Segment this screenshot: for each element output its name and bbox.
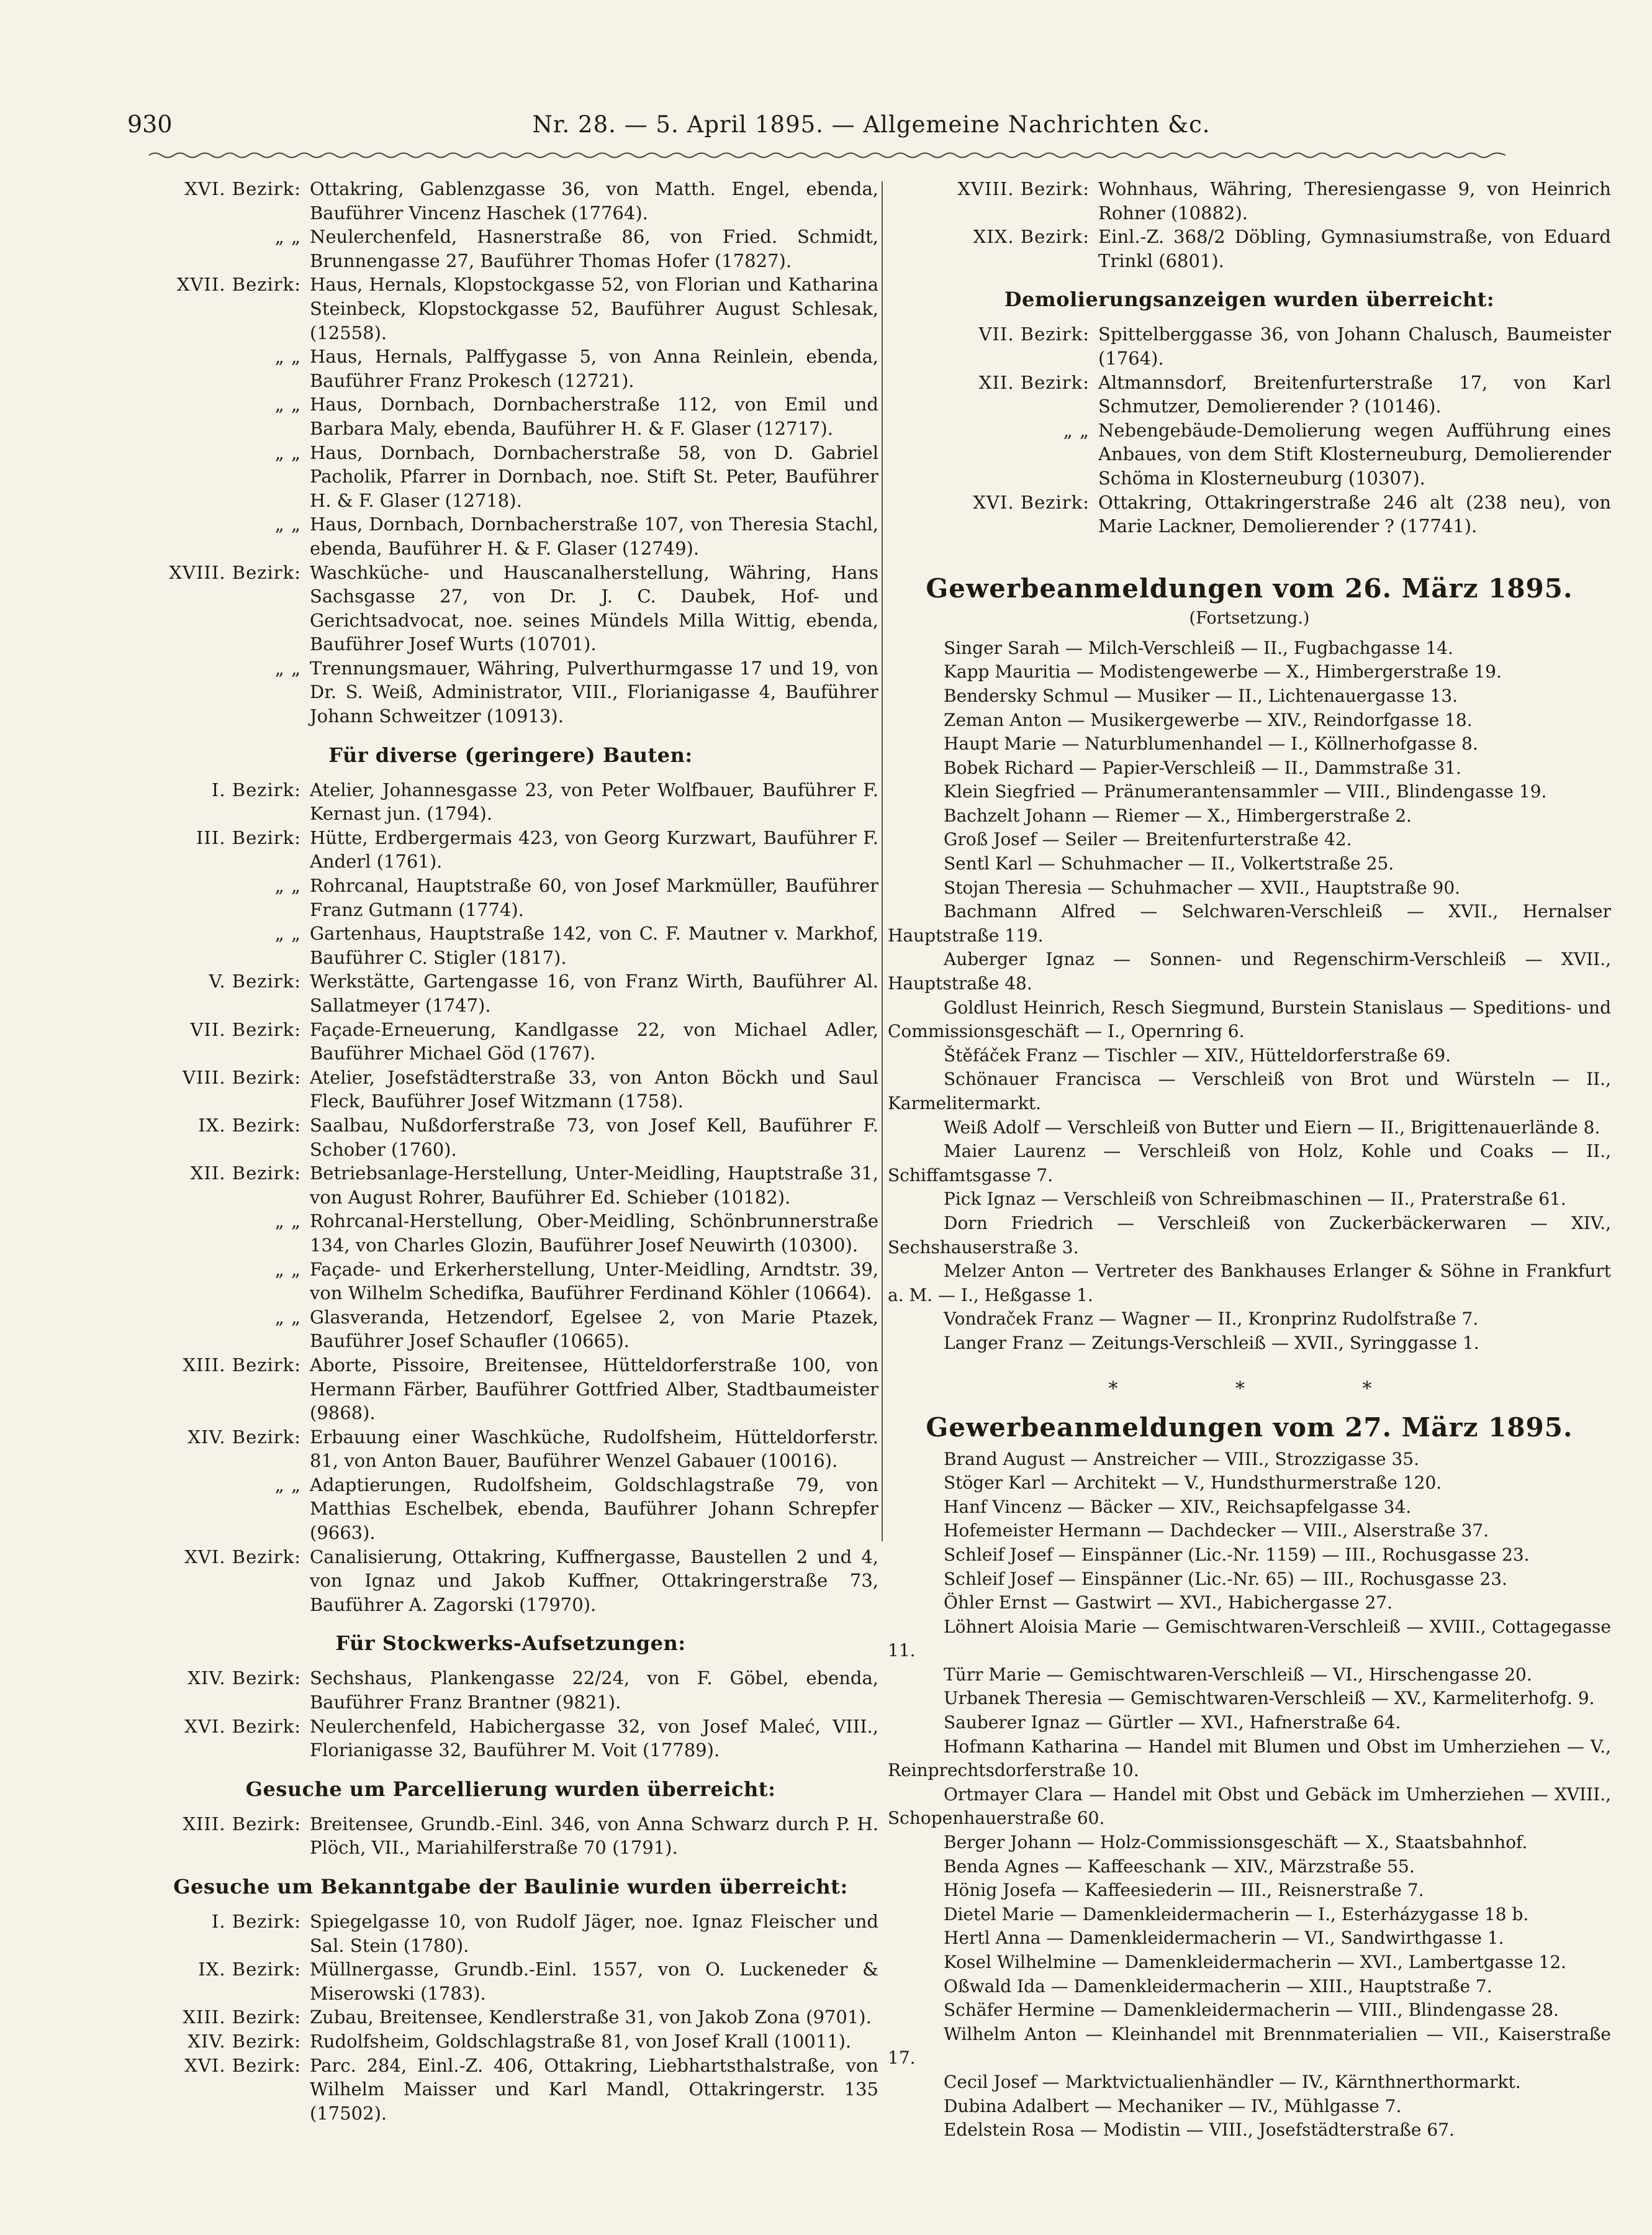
trade-entry: Hönig Josefa — Kaffeesiederin — III., Reisnerstraße 7.: [944, 1880, 1424, 1901]
trade-entry: Türr Marie — Gemischtwaren-Verschleiß — VI., Hirschengasse 20.: [944, 1664, 1532, 1685]
trade-entry: Hanf Vincenz — Bäcker — XIV., Reichsapfelgasse 34.: [944, 1496, 1412, 1517]
trade-entry: Haupt Marie — Naturblumenhandel — I., Köllnerhofgasse 8.: [944, 733, 1478, 755]
entry-text: Betriebsanlage-Herstellung, Unter-Meidling, Hauptstraße 31, von August Rohrer, Bauführer Ed. Schieber (10182).: [310, 1163, 878, 1208]
entry-text: Façade- und Erkerherstellung, Unter-Meidling, Arndtstr. 39, von Wilhelm Schedifka, Bauführer Ferdinand Köhler (10664).: [310, 1258, 878, 1304]
page-number: 930: [127, 111, 173, 138]
entry-text: Waschküche- und Hauscanalherstellung, Währing, Hans Sachsgasse 27, von Dr. J. C. Daubek, Hof- und Gerichtsadvocat, noe. seines Mündels Milla Wittig, ebenda, Bauführer Josef Wurts (10701).: [310, 561, 878, 655]
entry-row: [143, 1258, 878, 1305]
trade-entry: Ortmayer Clara — Handel mit Obst und Gebäck im Umherziehen — XVIII., Schopenhauerstraße 60.: [888, 1784, 1611, 1829]
trade-entry: Cecil Josef — Marktvictualienhändler — IV., Kärnthnerthormarkt.: [944, 2071, 1521, 2092]
entry-text: Hütte, Erdbergermais 423, von Georg Kurzwart, Bauführer F. Anderl (1761).: [310, 827, 878, 873]
entry-text: Aborte, Pissoire, Breitensee, Hütteldorferstraße 100, von Hermann Färber, Bauführer Gottfried Alber, Stadtbaumeister (9868).: [310, 1354, 878, 1424]
district-label: „ „: [274, 514, 301, 535]
trade-entry: Bobek Richard — Papier-Verschleiß — II., Dammstraße 31.: [944, 757, 1462, 778]
left-entries-a: [143, 177, 878, 728]
trade-entry: Goldlust Heinrich, Resch Siegmund, Burstein Stanislaus — Speditions- und Commissionsgeschäft — I., Opernring 6.: [888, 997, 1611, 1042]
entry-row: [143, 874, 878, 922]
entry-row: [143, 1715, 878, 1762]
entry-row: [143, 1113, 878, 1161]
entry-row: [143, 1910, 878, 1957]
district-label: XVIII. Bezirk:: [169, 561, 301, 583]
entry-row: [143, 1425, 878, 1473]
entry-row: [888, 419, 1611, 491]
continuation-note: (Fortsetzung.): [1189, 608, 1310, 628]
section-stars: * * *: [1108, 1377, 1428, 1400]
entry-text: Sechshaus, Plankengasse 22/24, von F. Göbel, ebenda, Bauführer Franz Brantner (9821).: [310, 1667, 878, 1713]
entry-text: Canalisierung, Ottakring, Kuffnergasse, Baustellen 2 und 4, von Ignaz und Jakob Kuffner, Ottakringerstraße 73, Bauführer A. Zagorski (17970).: [310, 1546, 878, 1615]
entry-text: Parc. 284, Einl.-Z. 406, Ottakring, Liebhartsthalstraße, von Wilhelm Maisser und Karl Mandl, Ottakringerstr. 135 (17502).: [310, 2054, 878, 2124]
entry-row: [143, 345, 878, 392]
entry-row: [888, 371, 1611, 419]
entry-row: [143, 441, 878, 513]
district-label: „ „: [274, 875, 301, 897]
right-column: [888, 177, 1611, 2142]
left-entries-c: [143, 1666, 878, 1762]
entry-text: Zubau, Breitensee, Kendlerstraße 31, von Jakob Zona (9701).: [310, 2006, 872, 2028]
trade-entry: Auberger Ignaz — Sonnen- und Regenschirm-Verschleiß — XVII., Hauptstraße 48.: [888, 949, 1611, 994]
left-entries-e: [143, 1910, 878, 2125]
entry-text: Trennungsmauer, Währing, Pulverthurmgasse 17 und 19, von Dr. S. Weiß, Administrator, VIII., Florianigasse 4, Bauführer Johann Schweitzer (10913).: [310, 657, 878, 727]
entry-text: Neulerchenfeld, Habichergasse 32, von Josef Maleć, VIII., Florianigasse 32, Bauführer M. Voit (17789).: [310, 1715, 878, 1761]
trade-entry: Dorn Friedrich — Verschleiß von Zuckerbäckerwaren — XIV., Sechshauserstraße 3.: [888, 1212, 1611, 1258]
entry-text: Spittelberggasse 36, von Johann Chalusch, Baumeister (1764).: [1098, 324, 1611, 369]
entry-text: Rudolfsheim, Goldschlagstraße 81, von Josef Krall (10011).: [310, 2030, 852, 2052]
trade-entry: Schönauer Francisca — Verschleiß von Brot und Würsteln — II., Karmelitermarkt.: [888, 1069, 1611, 1113]
entry-row: [143, 1473, 878, 1545]
district-label: I. Bezirk:: [211, 1911, 301, 1932]
trade-entry: Wilhelm Anton — Kleinhandel mit Brennmaterialien — VII., Kaiserstraße 17.: [888, 2023, 1611, 2069]
trade-entry: Urbanek Theresia — Gemischtwaren-Verschleiß — XV., Karmeliterhofg. 9.: [944, 1688, 1595, 1709]
trade-entry: Berger Johann — Holz-Commissionsgeschäft — X., Staatsbahnhof.: [944, 1832, 1528, 1853]
trade-entry: Löhnert Aloisia Marie — Gemischtwaren-Verschleiß — XVIII., Cottagegasse 11.: [888, 1616, 1611, 1661]
entry-text: Atelier, Josefstädterstraße 33, von Anton Böckh und Saul Fleck, Bauführer Josef Witzmann (1758).: [310, 1066, 878, 1112]
entry-text: Einl.-Z. 368/2 Döbling, Gymnasiumstraße, von Eduard Trinkl (6801).: [1098, 226, 1611, 271]
trade-entry: Hertl Anna — Damenkleidermacherin — VI., Sandwirthgasse 1.: [944, 1928, 1504, 1949]
district-label: XIII. Bezirk:: [183, 1354, 301, 1376]
district-label: „ „: [274, 1306, 301, 1328]
left-entries-d: [143, 1812, 878, 1860]
district-label: „ „: [274, 657, 301, 679]
entry-row: [143, 1018, 878, 1066]
trade-entry: Hofemeister Hermann — Dachdecker — VIII., Alserstraße 37.: [944, 1520, 1489, 1541]
entry-row: [143, 1545, 878, 1617]
entry-row: [888, 225, 1611, 273]
district-label: „ „: [1063, 419, 1090, 441]
district-label: XIV. Bezirk:: [187, 2030, 301, 2052]
section-title-demolition: Demolierungsanzeigen wurden überreicht:: [1004, 288, 1495, 312]
trade-entry: Oßwald Ida — Damenkleidermacherin — XIII., Hauptstraße 7.: [944, 1975, 1492, 1997]
trade-entry: Stöger Karl — Architekt — V., Hundsthurmerstraße 120.: [944, 1472, 1442, 1494]
trade-registrations-title-march-27: Gewerbeanmeldungen vom 27. März 1895.: [926, 1412, 1573, 1443]
district-label: IX. Bezirk:: [198, 1114, 301, 1136]
entry-row: [143, 826, 878, 874]
district-label: „ „: [274, 346, 301, 368]
trade-entry: Vondraček Franz — Wagner — II., Kronprinz Rudolfstraße 7.: [944, 1308, 1479, 1330]
entry-row: [143, 922, 878, 969]
district-label: „ „: [274, 1474, 301, 1495]
trade-entry: Pick Ignaz — Verschleiß von Schreibmaschinen — II., Praterstraße 61.: [944, 1189, 1566, 1210]
entry-text: Gartenhaus, Hauptstraße 142, von C. F. Mautner v. Markhof, Bauführer C. Stigler (1817).: [310, 923, 878, 968]
district-label: XIX. Bezirk:: [973, 226, 1090, 248]
trade-entry: Schleif Josef — Einspänner (Lic.-Nr. 65) — III., Rochusgasse 23.: [944, 1568, 1507, 1589]
district-label: XII. Bezirk:: [978, 371, 1090, 393]
entry-text: Müllnergasse, Grundb.-Einl. 1557, von O. Luckeneder & Miserowski (1783).: [310, 1959, 878, 2004]
trade-registrations-title-march-26: Gewerbeanmeldungen vom 26. März 1895.: [926, 573, 1573, 604]
running-title: Nr. 28. — 5. April 1895. — Allgemeine Nachrichten &c.: [532, 111, 1211, 138]
entry-row: [888, 491, 1611, 538]
entry-text: Ottakring, Ottakringerstraße 246 alt (238 neu), von Marie Lackner, Demolierender ? (17741).: [1098, 491, 1611, 537]
trade-entry: Kosel Wilhelmine — Damenkleidermacherin — XVI., Lambertgasse 12.: [944, 1952, 1567, 1972]
entry-text: Breitensee, Grundb.-Einl. 346, von Anna Schwarz durch P. H. Plöch, VII., Mariahilferstraße 70 (1791).: [310, 1813, 878, 1859]
district-label: XVI. Bezirk:: [184, 1715, 301, 1737]
entry-text: Adaptierungen, Rudolfsheim, Goldschlagstraße 79, von Matthias Eschelbek, ebenda, Bauführer Johann Schrepfer (9663).: [310, 1474, 878, 1544]
entry-text: Glasveranda, Hetzendorf, Egelsee 2, von Marie Ptazek, Bauführer Josef Schaufler (10665).: [310, 1306, 878, 1352]
section-title-storey-additions: Für Stockwerks-Aufsetzungen:: [335, 1631, 686, 1656]
trade-entry: Štěfáček Franz — Tischler — XIV., Hütteldorferstraße 69.: [944, 1045, 1451, 1066]
trade-entry: Zeman Anton — Musikergewerbe — XIV., Reindorfgasse 18.: [944, 709, 1473, 730]
district-label: XVIII. Bezirk:: [957, 178, 1090, 199]
district-label: „ „: [274, 1258, 301, 1280]
trade-entry: Stojan Theresia — Schuhmacher — XVII., Hauptstraße 90.: [944, 877, 1461, 898]
entry-text: Haus, Dornbach, Dornbacherstraße 58, von D. Gabriel Pacholik, Pfarrer in Dornbach, noe. Stift St. Peter, Bauführer H. & F. Glaser (12718).: [310, 442, 878, 511]
entry-text: Haus, Hernals, Palffygasse 5, von Anna Reinlein, ebenda, Bauführer Franz Prokesch (12721).: [310, 346, 878, 391]
entry-text: Haus, Hernals, Klopstockgasse 52, von Florian und Katharina Steinbeck, Klopstockgasse 52, Bauführer August Schlesak, (12558).: [310, 274, 878, 343]
entry-text: Werkstätte, Gartengasse 16, von Franz Wirth, Bauführer Al. Sallatmeyer (1747).: [310, 971, 878, 1016]
trade-entry: Schäfer Hermine — Damenkleidermacherin — VIII., Blindengasse 28.: [944, 2000, 1559, 2021]
trade-entry: Benda Agnes — Kaffeeschank — XIV., Märzstraße 55.: [944, 1856, 1415, 1877]
entry-text: Erbauung einer Waschküche, Rudolfsheim, Hütteldorferstr. 81, von Anton Bauer, Bauführer Wenzel Gabauer (10016).: [310, 1426, 878, 1472]
entry-row: [143, 2029, 878, 2054]
trade-entry: Dietel Marie — Damenkleidermacherin — I., Esterházygasse 18 b.: [944, 1903, 1529, 1924]
district-label: „ „: [274, 442, 301, 463]
section-title-parcelling: Gesuche um Parcellierung wurden überreicht:: [245, 1777, 776, 1801]
district-label: XVI. Bezirk:: [184, 178, 301, 199]
trade-entry: Sauberer Ignaz — Gürtler — XVI., Hafnerstraße 64.: [944, 1712, 1401, 1733]
entry-row: [143, 656, 878, 728]
entry-row: [888, 322, 1611, 370]
entry-text: Nebengebäude-Demolierung wegen Aufführung eines Anbaues, von dem Stift Klosterneuburg, Demolierender Schöma in Klosterneuburg (10307).: [1098, 419, 1611, 489]
district-label: XIV. Bezirk:: [187, 1426, 301, 1448]
entry-text: Façade-Erneuerung, Kandlgasse 22, von Michael Adler, Bauführer Michael Göd (1767).: [310, 1018, 878, 1064]
entry-row: [143, 1812, 878, 1860]
entry-text: Rohrcanal-Herstellung, Ober-Meidling, Schönbrunnerstraße 134, von Charles Glozin, Bauführer Josef Neuwirth (10300).: [310, 1210, 878, 1256]
trade-entry: Öhler Ernst — Gastwirt — XVI., Habichergasse 27.: [944, 1592, 1393, 1613]
trade-entry: Weiß Adolf — Verschleiß von Butter und Eiern — II., Brigittenauerlände 8.: [944, 1117, 1600, 1138]
trade-entry: Groß Josef — Seiler — Breitenfurterstraße 42.: [944, 829, 1352, 850]
district-label: VIII. Bezirk:: [183, 1066, 301, 1088]
entry-text: Saalbau, Nußdorferstraße 73, von Josef Kell, Bauführer F. Schober (1760).: [310, 1114, 878, 1160]
trade-entry: Bendersky Schmul — Musiker — II., Lichtenauergasse 13.: [944, 685, 1458, 706]
entry-row: [143, 778, 878, 826]
district-label: XIV. Bezirk:: [187, 1667, 301, 1689]
trade-registrations-march-26: [888, 637, 1611, 1356]
right-entries-a: [888, 177, 1611, 273]
right-entries-b: [888, 322, 1611, 538]
district-label: VII. Bezirk:: [978, 324, 1090, 345]
trade-entry: Langer Franz — Zeitungs-Verschleiß — XVII., Syringgasse 1.: [944, 1332, 1479, 1353]
trade-entry: Bachmann Alfred — Selchwaren-Verschleiß — XVII., Hernalser Hauptstraße 119.: [888, 901, 1611, 946]
district-label: XIII. Bezirk:: [183, 2006, 301, 2028]
district-label: III. Bezirk:: [196, 827, 301, 848]
section-title-building-line: Gesuche um Bekanntgabe der Baulinie wurden überreicht:: [173, 1875, 848, 1898]
column-divider: [882, 181, 883, 1541]
district-label: XVI. Bezirk:: [184, 2054, 301, 2076]
trade-entry: Kapp Mauritia — Modistengewerbe — X., Himbergerstraße 19.: [944, 661, 1502, 682]
entry-row: [143, 273, 878, 345]
entry-row: [143, 1161, 878, 1209]
left-column: [143, 177, 878, 2125]
entry-text: Haus, Dornbach, Dornbacherstraße 107, von Theresia Stachl, ebenda, Bauführer H. & F. Glaser (12749).: [310, 514, 878, 559]
entry-row: [143, 1353, 878, 1425]
trade-entry: Sentl Karl — Schuhmacher — II., Volkertstraße 25.: [944, 853, 1394, 874]
entry-row: [143, 392, 878, 440]
entry-row: [143, 1957, 878, 2005]
entry-row: [143, 512, 878, 560]
district-label: XII. Bezirk:: [190, 1163, 301, 1184]
entry-row: [143, 177, 878, 225]
trade-entry: Brand August — Anstreicher — VIII., Strozzigasse 35.: [944, 1448, 1419, 1469]
trade-entry: Klein Siegfried — Pränumerantensammler — VIII., Blindengasse 19.: [944, 781, 1547, 802]
entry-text: Rohrcanal, Hauptstraße 60, von Josef Markmüller, Bauführer Franz Gutmann (1774).: [310, 875, 878, 920]
entry-row: [143, 2054, 878, 2126]
district-label: XVI. Bezirk:: [184, 1546, 301, 1567]
entry-text: Haus, Dornbach, Dornbacherstraße 112, von Emil und Barbara Maly, ebenda, Bauführer H. & F. Glaser (12717).: [310, 394, 878, 439]
entry-row: [143, 1066, 878, 1113]
trade-entry: Maier Laurenz — Verschleiß von Holz, Kohle und Coaks — II., Schiffamtsgasse 7.: [888, 1141, 1611, 1186]
district-label: „ „: [274, 1210, 301, 1232]
trade-entry: Bachzelt Johann — Riemer — X., Himbergerstraße 2.: [944, 805, 1412, 826]
left-entries-b: [143, 778, 878, 1617]
trade-entry: Edelstein Rosa — Modistin — VIII., Josefstädterstraße 67.: [944, 2119, 1455, 2141]
entry-row: [143, 561, 878, 656]
trade-entry: Singer Sarah — Milch-Verschleiß — II., Fugbachgasse 14.: [944, 637, 1454, 658]
entry-row: [888, 177, 1611, 225]
trade-registrations-march-27: [888, 1448, 1611, 2142]
page-header: [127, 111, 1524, 148]
entry-row: [143, 1666, 878, 1714]
district-label: XVI. Bezirk:: [973, 491, 1090, 513]
district-label: „ „: [274, 226, 301, 248]
entry-row: [143, 1209, 878, 1257]
trade-entry: Hofmann Katharina — Handel mit Blumen und Obst im Umherziehen — V., Reinprechtsdorferstraße 10.: [888, 1736, 1611, 1781]
entry-text: Wohnhaus, Währing, Theresiengasse 9, von Heinrich Rohner (10882).: [1098, 178, 1611, 224]
entry-text: Atelier, Johannesgasse 23, von Peter Wolfbauer, Bauführer F. Kernast jun. (1794).: [310, 779, 878, 825]
section-title-minor-buildings: Für diverse (geringere) Bauten:: [328, 743, 693, 767]
trade-entry: Schleif Josef — Einspänner (Lic.-Nr. 1159) — III., Rochusgasse 23.: [944, 1544, 1530, 1565]
entry-row: [143, 2005, 878, 2029]
entry-text: Spiegelgasse 10, von Rudolf Jäger, noe. Ignaz Fleischer und Sal. Stein (1780).: [310, 1911, 878, 1956]
entry-row: [143, 225, 878, 273]
entry-text: Ottakring, Gablenzgasse 36, von Matth. Engel, ebenda, Bauführer Vincenz Haschek (17764).: [310, 178, 878, 224]
district-label: IX. Bezirk:: [198, 1959, 301, 1980]
district-label: „ „: [274, 923, 301, 945]
district-label: XIII. Bezirk:: [183, 1813, 301, 1834]
header-wavy-rule: [149, 151, 1505, 160]
district-label: „ „: [274, 394, 301, 415]
district-label: XVII. Bezirk:: [176, 274, 301, 296]
entry-row: [143, 1305, 878, 1353]
entry-text: Neulerchenfeld, Hasnerstraße 86, von Fried. Schmidt, Brunnengasse 27, Bauführer Thomas Hofer (17827).: [310, 226, 878, 271]
district-label: VII. Bezirk:: [190, 1018, 301, 1040]
entry-text: Altmannsdorf, Breitenfurterstraße 17, von Karl Schmutzer, Demolierender ? (10146).: [1098, 371, 1611, 417]
trade-entry: Dubina Adalbert — Mechaniker — IV., Mühlgasse 7.: [944, 2095, 1402, 2116]
trade-entry: Melzer Anton — Vertreter des Bankhauses Erlanger & Söhne in Frankfurt a. M. — I., Heßgasse 1.: [888, 1261, 1611, 1305]
district-label: V. Bezirk:: [209, 971, 301, 992]
entry-row: [143, 969, 878, 1017]
district-label: I. Bezirk:: [211, 779, 301, 800]
